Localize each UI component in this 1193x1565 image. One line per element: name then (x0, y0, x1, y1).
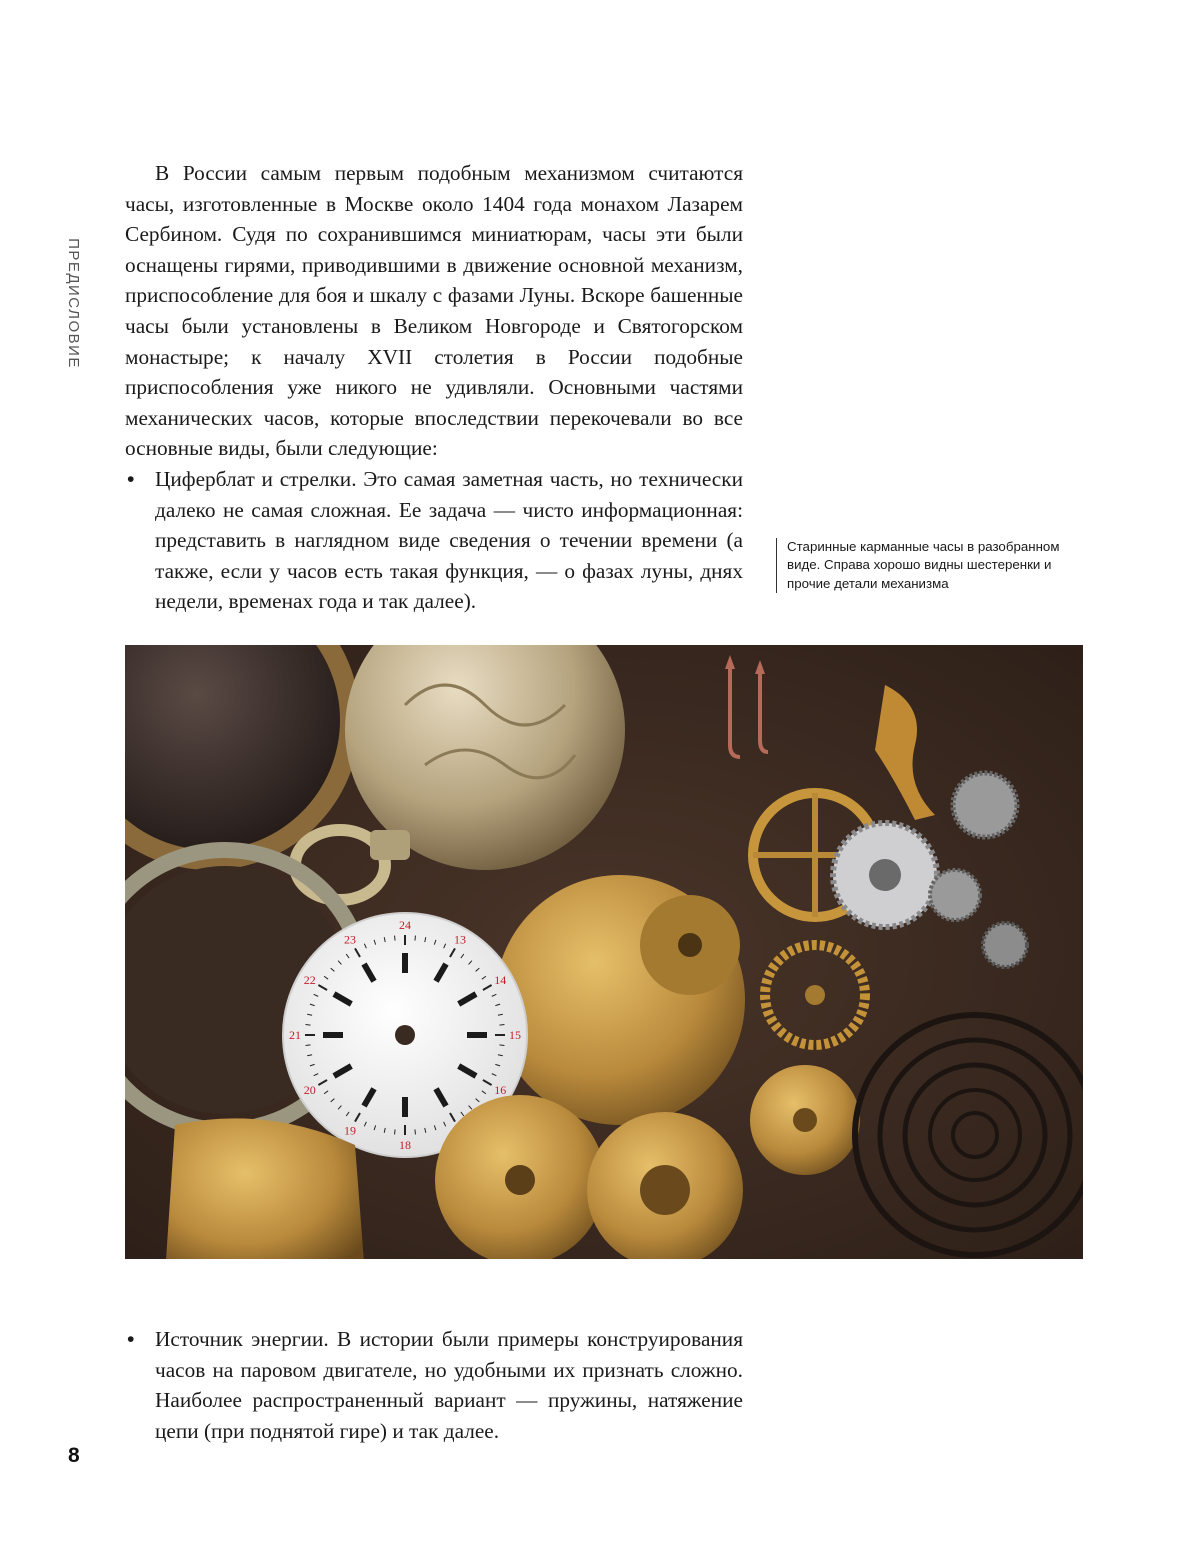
running-head (60, 228, 86, 378)
bottom-left-plate (165, 1118, 365, 1259)
dial-hour-marker (402, 953, 408, 973)
silver-gear (833, 823, 937, 927)
parts-list-continued (125, 1324, 743, 1446)
dial-tick (306, 1045, 311, 1046)
dial-24h-number: 21 (289, 1028, 301, 1042)
dial-tick (415, 1129, 416, 1134)
dial-24h-number: 20 (303, 1083, 316, 1097)
page-number: 8 (68, 1444, 80, 1467)
dial-tick (499, 1045, 504, 1046)
dial-24h-number: 19 (344, 1123, 356, 1138)
brass-gear-lower (750, 1065, 860, 1175)
parts-list (125, 464, 743, 617)
dial-24h-number: 15 (509, 1028, 521, 1042)
list-item: • Источник энергии. В истории были примеры конструирования часов на паровом двигателе, но удобными их признать сложно. Наиболее распространенный вариант — пружины, натяжение цепи (при поднятой гире) и так далее. (125, 1324, 743, 1446)
dial-24h-number: 14 (494, 973, 507, 987)
disassembled-watch-photo (125, 645, 1083, 1259)
brass-movement-plate (495, 875, 745, 1125)
dial-tick (415, 936, 416, 941)
list-item: • Циферблат и стрелки. Это самая заметная часть, но технически далеко не самая сложная. Ее задача — чисто информационная: представить в наглядном виде сведения о течении времени (а также, если у часов есть такая функция, — о фазах луны, днях недели, временах года и так далее). (125, 464, 743, 617)
dial-hour-marker (402, 1097, 408, 1117)
intro-paragraph: В России самым первым подобным механизмом считаются часы, изготовленные в Москве около 1404 года монахом Лазарем Сербином. Судя по сохранившимся миниатюрам, часы эти были оснащены гирями, приводившими в движение основной механизм, приспособление для боя и шкалу с фазами Луны. Вскоре башенные часы были установлены в Великом Новгороде и Святогорском монастыре; к началу XVII столетия в России подобные приспособления уже никого не удивляли. Основными частями механических часов, которые впоследствии перекочевали во все основные виды, были следующие: (125, 161, 743, 461)
dial-24h-number: 22 (303, 973, 316, 987)
dial-24h-number: 24 (399, 918, 411, 932)
dial-hour-marker (467, 1032, 487, 1038)
dial-tick (306, 1025, 311, 1026)
photo-caption: Старинные карманные часы в разобранном виде. Справа хорошо видны шестеренки и прочие детали механизма (776, 538, 1087, 593)
dial-24h-number: 23 (344, 932, 356, 947)
dial-hour-marker (323, 1032, 343, 1038)
mainspring-barrel (435, 1095, 605, 1259)
running-head-label: ПРЕДИСЛОВИЕ (64, 237, 82, 369)
watch-parts-illustration (125, 645, 1083, 1259)
dial-24h-number: 13 (454, 932, 466, 947)
main-text-top (125, 158, 743, 617)
dial-24h-number: 18 (399, 1138, 411, 1152)
dial-tick (395, 1129, 396, 1134)
dial-tick (395, 936, 396, 941)
dial-24h-number: 16 (494, 1083, 507, 1097)
dial-tick (499, 1025, 504, 1026)
main-text-bottom (125, 1324, 743, 1446)
